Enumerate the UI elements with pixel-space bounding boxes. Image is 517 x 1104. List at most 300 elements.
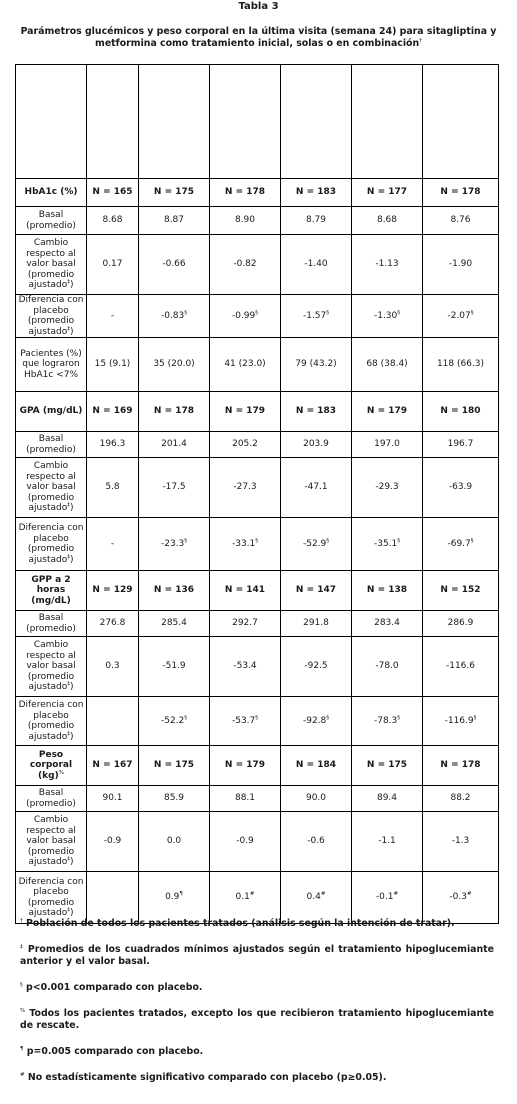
table-cell	[210, 697, 281, 746]
cell-text: 79 (43.2)	[295, 359, 337, 370]
cell-text: 8.76	[450, 215, 471, 226]
table-cell	[87, 179, 139, 207]
table-cell	[352, 697, 423, 746]
table-cell	[87, 812, 139, 872]
table-cell	[281, 872, 352, 924]
table-cell	[281, 392, 352, 432]
cell-text: 85.9	[163, 793, 185, 804]
column-header	[210, 65, 281, 179]
table-row	[16, 697, 499, 746]
table-row	[16, 786, 499, 812]
cell-text: -	[110, 310, 115, 321]
table-cell	[352, 872, 423, 924]
cell-text: 5.8	[105, 482, 120, 493]
table-cell	[423, 518, 499, 571]
cell-text: -47.1	[304, 482, 328, 493]
table-cell	[210, 458, 281, 518]
table-cell	[281, 571, 352, 611]
table-cell	[281, 432, 352, 458]
cell-text: -69.7	[447, 538, 471, 549]
cell-text-tail: )	[69, 682, 74, 693]
table-cell	[139, 571, 210, 611]
table-cell	[281, 611, 352, 637]
table-cell	[352, 746, 423, 786]
table-cell	[281, 338, 352, 392]
table-cell	[139, 458, 210, 518]
cell-text: -1.3	[451, 836, 470, 847]
table-cell	[87, 637, 139, 697]
table-cell	[423, 812, 499, 872]
footnote	[20, 1072, 494, 1084]
cell-text: N = 136	[153, 585, 195, 596]
cell-text: -23.3	[160, 538, 185, 549]
cell-text: Pacientes (%) que lograron HbA1c <7%	[20, 348, 82, 380]
table-cell	[352, 392, 423, 432]
table-cell	[87, 458, 139, 518]
footnote-mark: #	[393, 891, 399, 898]
cell-text: 0.9	[165, 892, 180, 903]
row-label	[16, 392, 87, 432]
cell-text: Basal (promedio)	[26, 613, 76, 634]
cell-text: N = 184	[295, 760, 337, 771]
table-row	[16, 458, 499, 518]
cell-text: 88.2	[450, 793, 471, 804]
cell-text: N = 169	[92, 406, 133, 417]
cell-text: -1.30	[373, 310, 398, 321]
cell-text: N = 129	[92, 585, 133, 596]
table-cell	[87, 235, 139, 295]
table-cell	[210, 235, 281, 295]
table-cell	[352, 812, 423, 872]
cell-text: N = 183	[295, 187, 337, 198]
table-cell	[139, 812, 210, 872]
footnote-mark: §	[397, 714, 401, 721]
table-cell	[352, 611, 423, 637]
footnote-text: p=0.005 comparado con placebo.	[23, 1046, 204, 1057]
cell-text: N = 175	[153, 760, 195, 771]
table-cell	[139, 746, 210, 786]
table-cell	[210, 179, 281, 207]
table-cell	[281, 295, 352, 338]
footnote	[20, 1008, 494, 1032]
cell-text: 203.9	[303, 439, 329, 450]
table-cell	[87, 207, 139, 235]
section-header-row	[16, 392, 499, 432]
row-label	[16, 697, 87, 746]
cell-text: N = 179	[366, 406, 408, 417]
table-cell	[210, 872, 281, 924]
footnote-text: p<0.001 comparado con placebo.	[22, 982, 203, 993]
footnote-mark: §	[184, 309, 188, 316]
cell-text: -1.40	[304, 259, 328, 270]
table-row	[16, 812, 499, 872]
table-row	[16, 432, 499, 458]
cell-text: -53.7	[231, 715, 256, 726]
cell-text: -92.5	[304, 661, 328, 672]
cell-text: Basal (promedio)	[26, 434, 76, 455]
footnote-mark: §	[473, 714, 477, 721]
cell-text: Diferencia con placebo (promedio ajustado	[18, 700, 84, 742]
table-cell	[139, 637, 210, 697]
cell-text: -78.0	[375, 661, 399, 672]
footnote-mark: %	[20, 1007, 26, 1014]
footnote-mark: §	[470, 537, 474, 544]
table-row	[16, 295, 499, 338]
footnote-mark: †	[20, 917, 23, 924]
table-row	[16, 611, 499, 637]
table-header-row	[16, 65, 499, 179]
table-cell	[87, 697, 139, 746]
table-cell	[281, 179, 352, 207]
cell-text-tail: )	[69, 731, 74, 742]
table-cell	[423, 295, 499, 338]
table-cell	[352, 571, 423, 611]
footnote-text: Promedios de los cuadrados mínimos ajustados según el tratamiento hipoglucemiante anterior y el valor basal.	[20, 944, 495, 967]
row-label	[16, 872, 87, 924]
footnote-mark: ‡	[67, 325, 70, 332]
cell-text: 68 (38.4)	[366, 359, 408, 370]
cell-text: Cambio respecto al valor basal (promedio ajustado	[26, 461, 76, 514]
cell-text: 8.87	[163, 215, 185, 226]
cell-text: 201.4	[161, 439, 187, 450]
cell-text: N = 152	[440, 585, 481, 596]
footnote-text: Todos los pacientes tratados, excepto los que recibieron tratamiento hipoglucemiante de rescate.	[20, 1008, 494, 1031]
footnote-mark: §	[255, 309, 259, 316]
footnote-mark: §	[470, 309, 474, 316]
footnote-mark: §	[20, 981, 23, 988]
table-cell	[210, 786, 281, 812]
table-cell	[210, 432, 281, 458]
table-cell	[139, 786, 210, 812]
footnote-mark: ‡	[67, 681, 70, 688]
cell-text: 90.0	[305, 793, 327, 804]
table-cell	[87, 872, 139, 924]
cell-text: -27.3	[233, 482, 257, 493]
cell-text: 196.3	[99, 439, 126, 450]
table-cell	[352, 518, 423, 571]
cell-text: -0.1	[375, 892, 394, 903]
table-cell	[87, 611, 139, 637]
table-cell	[352, 458, 423, 518]
cell-text: Diferencia con placebo (promedio ajustado	[18, 295, 84, 337]
cell-text-tail: )	[69, 326, 74, 337]
cell-text: 0.3	[105, 661, 120, 672]
table-cell	[210, 571, 281, 611]
subtitle-text: Parámetros glucémicos y peso corporal en la última visita (semana 24) para sitagliptina y metformina como tratamiento inicial, solas o en combinación	[20, 26, 497, 49]
table-cell	[139, 338, 210, 392]
table-cell	[352, 207, 423, 235]
cell-text: 8.90	[234, 215, 256, 226]
table-cell	[281, 458, 352, 518]
table-cell	[210, 746, 281, 786]
cell-text: -0.6	[307, 836, 325, 847]
footnote-mark: §	[397, 537, 401, 544]
row-label	[16, 207, 87, 235]
table-cell	[139, 295, 210, 338]
footnote-mark: ‡	[67, 856, 70, 863]
footnote-text: Población de todos los pacientes tratados (análisis según la intención de tratar).	[22, 918, 455, 929]
cell-text: -0.99	[231, 310, 256, 321]
cell-text: N = 147	[295, 585, 337, 596]
cell-text: -1.13	[375, 259, 399, 270]
table-cell	[352, 786, 423, 812]
footnote-mark: ‡	[67, 730, 70, 737]
footnote-mark: #	[20, 1071, 25, 1078]
footnote-mark: §	[184, 537, 188, 544]
cell-text: -52.9	[302, 538, 327, 549]
table-cell	[139, 611, 210, 637]
table-subtitle	[20, 26, 497, 50]
cell-text: N = 138	[366, 585, 408, 596]
footnote-mark: §	[326, 309, 330, 316]
glycemic-parameters-table	[15, 64, 499, 924]
cell-text: 35 (20.0)	[153, 359, 195, 370]
cell-text: -92.8	[302, 715, 327, 726]
table-cell	[281, 207, 352, 235]
table-title: Tabla 3	[238, 1, 279, 12]
column-header	[139, 65, 210, 179]
row-label	[16, 571, 87, 611]
cell-text: 205.2	[232, 439, 258, 450]
table-cell	[423, 432, 499, 458]
cell-text: HbA1c (%)	[24, 187, 78, 198]
cell-text: -0.82	[233, 259, 257, 270]
column-header	[423, 65, 499, 179]
table-cell	[139, 392, 210, 432]
cell-text: -63.9	[448, 482, 473, 493]
cell-text-tail: )	[69, 908, 74, 918]
cell-text: -51.9	[162, 661, 186, 672]
cell-text: Basal (promedio)	[26, 210, 76, 231]
cell-text-tail: )	[69, 503, 74, 514]
cell-text: N = 175	[366, 760, 408, 771]
cell-text: N = 177	[366, 187, 408, 198]
row-label	[16, 338, 87, 392]
table-cell	[423, 235, 499, 295]
cell-text: Peso corporal (kg)	[29, 749, 73, 781]
table-cell	[139, 207, 210, 235]
footnote-mark: ¶	[20, 1045, 24, 1052]
cell-text: Diferencia con placebo (promedio ajustado	[18, 523, 84, 565]
table-cell	[281, 637, 352, 697]
row-label	[16, 637, 87, 697]
table-cell	[352, 338, 423, 392]
table-cell	[139, 872, 210, 924]
cell-text: N = 141	[224, 585, 266, 596]
column-header	[281, 65, 352, 179]
row-label	[16, 458, 87, 518]
cell-text: 196.7	[447, 439, 474, 450]
table-cell	[352, 295, 423, 338]
table-cell	[139, 235, 210, 295]
cell-text: -0.9	[236, 836, 254, 847]
footnote-mark: #	[466, 891, 472, 898]
cell-text: -0.66	[162, 259, 186, 270]
footnote-mark: §	[255, 537, 259, 544]
table-cell	[423, 338, 499, 392]
table-cell	[352, 179, 423, 207]
footnote-mark: #	[249, 891, 255, 898]
footnote-mark: #	[320, 891, 326, 898]
cell-text: 0.0	[166, 836, 182, 847]
table-cell	[423, 872, 499, 924]
cell-text: 15 (9.1)	[94, 359, 131, 370]
cell-text: Diferencia con placebo (promedio ajustado	[18, 876, 84, 918]
table-cell	[281, 786, 352, 812]
table-row	[16, 637, 499, 697]
section-header-row	[16, 746, 499, 786]
cell-text: -35.1	[373, 538, 398, 549]
subtitle-footnote-mark: †	[419, 37, 422, 44]
footnote-mark: ¶	[179, 891, 183, 898]
table-cell	[423, 637, 499, 697]
cell-text: 0.4	[306, 892, 321, 903]
footnote-mark: §	[326, 714, 330, 721]
table-cell	[352, 432, 423, 458]
table-row	[16, 235, 499, 295]
table-cell	[281, 518, 352, 571]
table-cell	[210, 611, 281, 637]
cell-text: -29.3	[375, 482, 399, 493]
table-cell	[139, 179, 210, 207]
table-cell	[87, 746, 139, 786]
footnote-mark: ‡	[67, 502, 70, 509]
cell-text: 285.4	[161, 618, 187, 629]
table-cell	[423, 179, 499, 207]
cell-text: 291.8	[303, 618, 329, 629]
table-cell	[423, 746, 499, 786]
cell-text: 8.79	[305, 215, 327, 226]
cell-text: N = 178	[440, 760, 481, 771]
cell-text: N = 167	[92, 760, 133, 771]
cell-text: 8.68	[102, 215, 123, 226]
table-cell	[87, 786, 139, 812]
footnote	[20, 944, 494, 968]
cell-text: 0.17	[102, 259, 123, 270]
table-cell	[87, 432, 139, 458]
footnote-mark: ‡	[67, 279, 70, 286]
table-cell	[281, 235, 352, 295]
cell-text: N = 178	[153, 406, 195, 417]
cell-text: N = 179	[224, 760, 266, 771]
table-cell	[423, 697, 499, 746]
cell-text: Cambio respecto al valor basal (promedio ajustado	[26, 640, 76, 693]
table-cell	[281, 812, 352, 872]
cell-text: -1.1	[378, 836, 396, 847]
cell-text: -52.2	[160, 715, 185, 726]
cell-text: 292.7	[232, 618, 258, 629]
footnote	[20, 1046, 494, 1058]
row-label	[16, 295, 87, 338]
footnote	[20, 918, 494, 930]
cell-text: N = 179	[224, 406, 266, 417]
cell-text: -2.07	[447, 310, 471, 321]
cell-text-tail: )	[69, 554, 74, 565]
cell-text: GPA (mg/dL)	[19, 406, 83, 417]
column-header	[352, 65, 423, 179]
footnote-mark: ‡	[67, 553, 70, 560]
cell-text: 88.1	[234, 793, 256, 804]
footnote-mark: §	[184, 714, 188, 721]
footnotes	[20, 918, 494, 1084]
cell-text: -0.83	[160, 310, 185, 321]
cell-text: N = 175	[153, 187, 195, 198]
cell-text: -17.5	[162, 482, 186, 493]
table-cell	[210, 338, 281, 392]
column-header	[87, 65, 139, 179]
table-cell	[423, 571, 499, 611]
table-row	[16, 207, 499, 235]
table-cell	[87, 571, 139, 611]
footnote-mark: §	[255, 714, 259, 721]
cell-text: 90.1	[102, 793, 123, 804]
section-header-row	[16, 571, 499, 611]
table-cell	[281, 746, 352, 786]
table-cell	[210, 392, 281, 432]
table-cell	[423, 786, 499, 812]
cell-text: 89.4	[376, 793, 398, 804]
cell-text: N = 165	[92, 187, 133, 198]
footnote	[20, 982, 494, 994]
table-cell	[87, 295, 139, 338]
table-cell	[352, 235, 423, 295]
section-header-row	[16, 179, 499, 207]
cell-text: 197.0	[374, 439, 400, 450]
footnote-mark: §	[397, 309, 401, 316]
table-cell	[423, 458, 499, 518]
cell-text: N = 183	[295, 406, 337, 417]
cell-text: -0.9	[103, 836, 122, 847]
cell-text: N = 178	[224, 187, 266, 198]
row-label	[16, 611, 87, 637]
cell-text: 286.9	[447, 618, 474, 629]
cell-text: -1.57	[302, 310, 327, 321]
cell-text: 8.68	[376, 215, 398, 226]
cell-text: -116.6	[445, 661, 475, 672]
cell-text: N = 180	[440, 406, 481, 417]
row-label	[16, 786, 87, 812]
row-label	[16, 746, 87, 786]
footnote-text: No estadísticamente significativo comparado con placebo (p≥0.05).	[24, 1072, 387, 1083]
footnote-mark: %	[58, 769, 64, 776]
cell-text: Basal (promedio)	[26, 788, 76, 809]
row-label	[16, 179, 87, 207]
footnote-mark: §	[326, 537, 330, 544]
footnote-mark: ‡	[67, 907, 70, 913]
table-cell	[139, 518, 210, 571]
table-cell	[210, 295, 281, 338]
table-cell	[210, 637, 281, 697]
column-header	[16, 65, 87, 179]
cell-text: 118 (66.3)	[436, 359, 485, 370]
table-cell	[423, 392, 499, 432]
table-cell	[352, 637, 423, 697]
cell-text: 283.4	[374, 618, 400, 629]
cell-text: -33.1	[231, 538, 256, 549]
cell-text-tail: )	[69, 857, 74, 868]
cell-text-tail: )	[69, 280, 74, 291]
table-body	[16, 65, 499, 924]
table-cell	[87, 518, 139, 571]
cell-text: -78.3	[373, 715, 398, 726]
row-label	[16, 812, 87, 872]
cell-text: GPP a 2 horas (mg/dL)	[31, 574, 71, 606]
table-cell	[210, 207, 281, 235]
cell-text: -0.3	[449, 892, 467, 903]
table-cell	[423, 207, 499, 235]
table-row	[16, 518, 499, 571]
table-cell	[210, 518, 281, 571]
